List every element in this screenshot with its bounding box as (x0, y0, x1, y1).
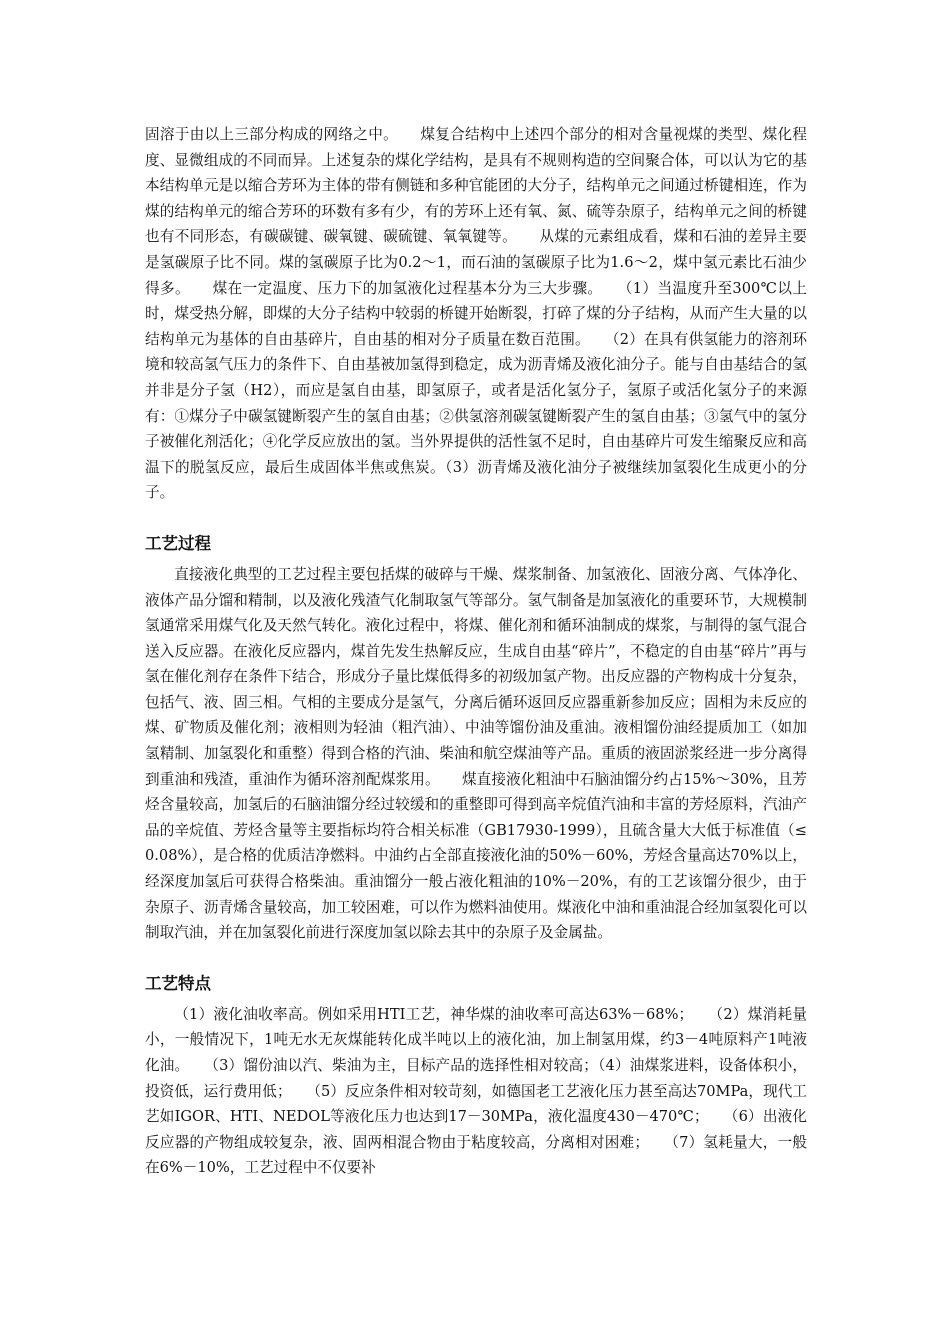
process-section (145, 532, 807, 946)
intro-section (145, 122, 807, 506)
intro-paragraph: 固溶于由以上三部分构成的网络之中。 煤复合结构中上述四个部分的相对含量视煤的类型、煤化程度、显微组成的不同而异。上述复杂的煤化学结构，是具有不规则构造的空间聚合体，可以认为它的基本结构单元是以缩合芳环为主体的带有侧链和多种官能团的大分子，结构单元之间通过桥键相连，作为煤的结构单元的缩合芳环的环数有多有少，有的芳环上还有氧、氮、硫等杂原子，结构单元之间的桥键也有不同形态，有碳碳键、碳氧键、碳硫键、氧氧键等。 从煤的元素组成看，煤和石油的差异主要是氢碳原子比不同。煤的氢碳原子比为0.2～1，而石油的氢碳原子比为1.6～2，煤中氢元素比石油少得多。 煤在一定温度、压力下的加氢液化过程基本分为三大步骤。 （1）当温度升至300℃以上时，煤受热分解，即煤的大分子结构中较弱的桥键开始断裂，打碎了煤的分子结构，从而产生大量的以结构单元为基体的自由基碎片，自由基的相对分子质量在数百范围。 （2）在具有供氢能力的溶剂环境和较高氢气压力的条件下、自由基被加氢得到稳定，成为沥青烯及液化油分子。能与自由基结合的氢并非是分子氢（H2），而应是氢自由基，即氢原子，或者是活化氢分子，氢原子或活化氢分子的来源有：①煤分子中碳氢键断裂产生的氢自由基；②供氢溶剂碳氢键断裂产生的氢自由基；③氢气中的氢分子被催化剂活化；④化学反应放出的氢。当外界提供的活性氢不足时，自由基碎片可发生缩聚反应和高温下的脱氢反应，最后生成固体半焦或焦炭。（3）沥青烯及液化油分子被继续加氢裂化生成更小的分子。 (145, 126, 807, 502)
process-heading: 工艺过程 (145, 533, 211, 553)
features-heading: 工艺特点 (145, 973, 211, 993)
document-page (145, 122, 807, 1181)
features-paragraph: （1）液化油收率高。例如采用HTI工艺，神华煤的油收率可高达63%－68%； （2）煤消耗量小，一般情况下，1吨无水无灰煤能转化成半吨以上的液化油，加上制氢用煤，约3－4吨原料产1吨液化油。 （3）馏份油以汽、柴油为主，目标产品的选择性相对较高；（4）油煤浆进料，设备体积小，投资低，运行费用低； （5）反应条件相对较苛刻，如德国老工艺液化压力甚至高达70MPa，现代工艺如IGOR、HTI、NEDOL等液化压力也达到17－30MPa，液化温度430－470℃； （6）出液化反应器的产物组成较复杂，液、固两相混合物由于粘度较高，分离相对困难； （7）氢耗量大，一般在6%－10%，工艺过程中不仅要补 (145, 1005, 807, 1177)
process-paragraph: 直接液化典型的工艺过程主要包括煤的破碎与干燥、煤浆制备、加氢液化、固液分离、气体净化、液体产品分馏和精制，以及液化残渣气化制取氢气等部分。氢气制备是加氢液化的重要环节，大规模制氢通常采用煤气化及天然气转化。液化过程中，将煤、催化剂和循环油制成的煤浆，与制得的氢气混合送入反应器。在液化反应器内，煤首先发生热解反应，生成自由基“碎片”，不稳定的自由基“碎片”再与氢在催化剂存在条件下结合，形成分子量比煤低得多的初级加氢产物。出反应器的产物构成十分复杂，包括气、液、固三相。气相的主要成分是氢气，分离后循环返回反应器重新参加反应；固相为未反应的煤、矿物质及催化剂；液相则为轻油（粗汽油）、中油等馏份油及重油。液相馏份油经提质加工（如加氢精制、加氢裂化和重整）得到合格的汽油、柴油和航空煤油等产品。重质的液固淤浆经进一步分离得到重油和残渣，重油作为循环溶剂配煤浆用。 煤直接液化粗油中石脑油馏分约占15%～30%，且芳烃含量较高，加氢后的石脑油馏分经过较缓和的重整即可得到高辛烷值汽油和丰富的芳烃原料，汽油产品的辛烷值、芳烃含量等主要指标均符合相关标准（GB17930-1999），且硫含量大大低于标准值（≤0.08%），是合格的优质洁净燃料。中油约占全部直接液化油的50%－60%，芳烃含量高达70%以上，经深度加氢后可获得合格柴油。重油馏分一般占液化粗油的10%－20%，有的工艺该馏分很少，由于杂原子、沥青烯含量较高，加工较困难，可以作为燃料油使用。煤液化中油和重油混合经加氢裂化可以制取汽油，并在加氢裂化前进行深度加氢以除去其中的杂原子及金属盐。 (145, 565, 807, 942)
features-section (145, 972, 807, 1181)
